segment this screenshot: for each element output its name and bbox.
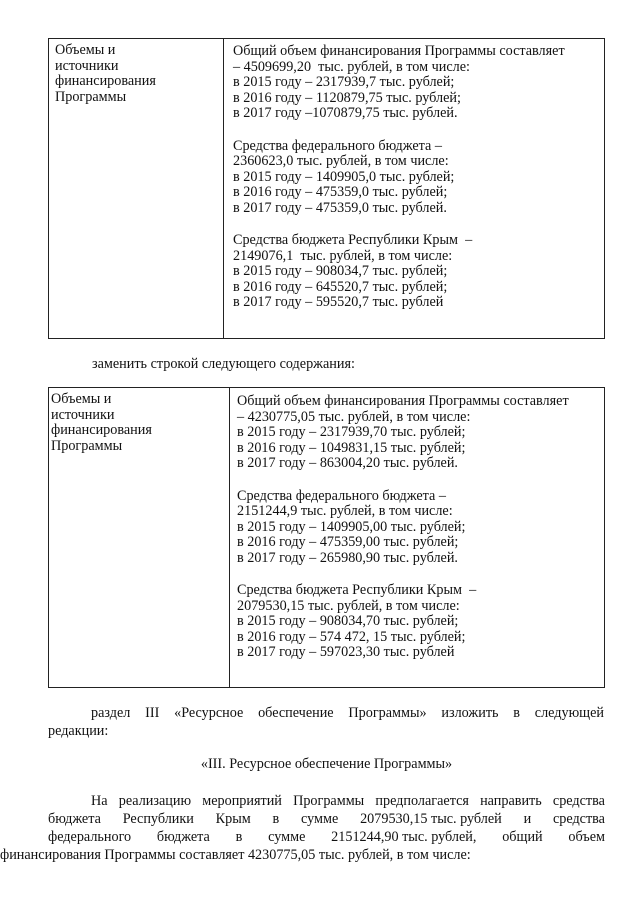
paragraph-line [91, 793, 605, 810]
crimea-budget-line: в 2017 году – 595520,7 тыс. рублей [233, 294, 444, 310]
row-label-line: Объемы и [55, 42, 116, 58]
crimea-budget-line: в 2016 году – 574 472, 15 тыс. рублей; [237, 628, 466, 645]
federal-budget-line: в 2017 году – 265980,90 тыс. рублей. [237, 549, 458, 566]
federal-budget-line: в 2015 году – 1409905,0 тыс. рублей; [233, 168, 455, 185]
row-label [51, 392, 152, 454]
word: следующей [534, 705, 604, 721]
federal-budget-line: в 2016 году – 475359,0 тыс. рублей; [233, 184, 448, 200]
total-financing-line: в 2017 году – 863004,20 тыс. рублей. [237, 455, 458, 471]
section-heading: «III. Ресурсное обеспечение Программы» [200, 756, 453, 772]
row-content [237, 394, 569, 661]
crimea-budget-line: в 2015 году – 908034,7 тыс. рублей; [233, 263, 448, 279]
row-label-line: Программы [51, 437, 123, 454]
total-financing-line: – 4230775,05 тыс. рублей, в том числе: [237, 408, 471, 425]
word: сумме [301, 811, 339, 827]
total-financing-line: в 2016 году – 1120879,75 тыс. рублей; [233, 89, 461, 106]
word: мероприятий [202, 793, 282, 809]
section-instruction-line: редакции: [48, 723, 109, 739]
total-financing-line: в 2016 году – 1049831,15 тыс. рублей; [237, 439, 466, 456]
replace-instruction: заменить строкой следующего содержания: [92, 356, 355, 372]
word: общий [502, 829, 543, 845]
total-financing-line: в 2015 году – 2317939,7 тыс. рублей; [233, 74, 455, 90]
word: реализацию [118, 793, 192, 809]
federal-budget-line: Средства федерального бюджета – [233, 137, 442, 154]
word: и [523, 811, 532, 827]
paragraph-line [48, 811, 605, 828]
word: в [272, 811, 280, 827]
federal-budget-line: 2151244,9 тыс. рублей, в том числе: [237, 503, 453, 519]
federal-budget-line: Средства федерального бюджета – [237, 487, 446, 504]
total-financing-line: Общий объем финансирования Программы составляет [237, 393, 569, 409]
word: «Ресурсное [174, 705, 244, 721]
federal-budget-line: в 2016 году – 475359,00 тыс. рублей; [237, 534, 459, 550]
word: На [91, 793, 108, 809]
financing-table-new [48, 387, 605, 688]
word: федерального [48, 829, 132, 845]
crimea-budget-line: 2079530,15 тыс. рублей, в том числе: [237, 597, 460, 614]
word: Программы [293, 793, 365, 809]
paragraph-line: финансирования Программы составляет 4230775,05 тыс. рублей, в том числе: [0, 847, 471, 863]
row-label-line: Программы [55, 88, 127, 105]
table-column-divider [229, 388, 230, 687]
total-financing-line: – 4509699,20 тыс. рублей, в том числе: [233, 58, 470, 75]
word: 2151244,90 тыс. рублей, [331, 829, 477, 845]
word: бюджета [48, 811, 101, 827]
row-content [233, 44, 565, 311]
paragraph-line [48, 829, 605, 846]
section-instruction-line [91, 705, 604, 722]
federal-budget-line: в 2015 году – 1409905,00 тыс. рублей; [237, 518, 466, 535]
table-column-divider [223, 39, 224, 338]
row-label-line: источники [55, 57, 119, 74]
row-label-line: источники [51, 406, 115, 423]
word: средства [552, 811, 605, 827]
crimea-budget-line: Средства бюджета Республики Крым – [237, 582, 477, 598]
row-label-line: финансирования [55, 73, 156, 89]
word: Республики [122, 811, 194, 827]
crimea-budget-line: в 2017 году – 597023,30 тыс. рублей [237, 644, 455, 660]
crimea-budget-line: в 2015 году – 908034,70 тыс. рублей; [237, 613, 459, 629]
financing-table-original [48, 38, 605, 339]
word: раздел [91, 705, 131, 721]
crimea-budget-line: в 2016 году – 645520,7 тыс. рублей; [233, 278, 448, 295]
word: в [235, 829, 243, 845]
word: бюджета [156, 829, 210, 845]
total-financing-line: в 2015 году – 2317939,70 тыс. рублей; [237, 424, 466, 440]
word: объем [568, 829, 605, 845]
crimea-budget-line: 2149076,1 тыс. рублей, в том числе: [233, 247, 453, 264]
crimea-budget-line: Средства бюджета Республики Крым – [233, 232, 473, 248]
word: 2079530,15 тыс. рублей [360, 811, 502, 827]
word: Крым [215, 811, 251, 827]
word: сумме [268, 829, 306, 845]
total-financing-line: Общий объем финансирования Программы составляет [233, 43, 565, 59]
word: в [513, 705, 520, 721]
word: направить [480, 793, 542, 809]
row-label [55, 43, 156, 105]
federal-budget-line: 2360623,0 тыс. рублей, в том числе: [233, 153, 449, 169]
row-label-line: Объемы и [51, 391, 112, 407]
word: средства [552, 793, 605, 809]
federal-budget-line: в 2017 году – 475359,0 тыс. рублей. [233, 199, 447, 216]
row-label-line: финансирования [51, 422, 152, 438]
word: обеспечение [258, 705, 334, 721]
word: изложить [441, 705, 499, 721]
word: Программы» [348, 705, 427, 721]
word: предполагается [375, 793, 469, 809]
total-financing-line: в 2017 году –1070879,75 тыс. рублей. [233, 105, 458, 121]
word: III [145, 705, 160, 721]
